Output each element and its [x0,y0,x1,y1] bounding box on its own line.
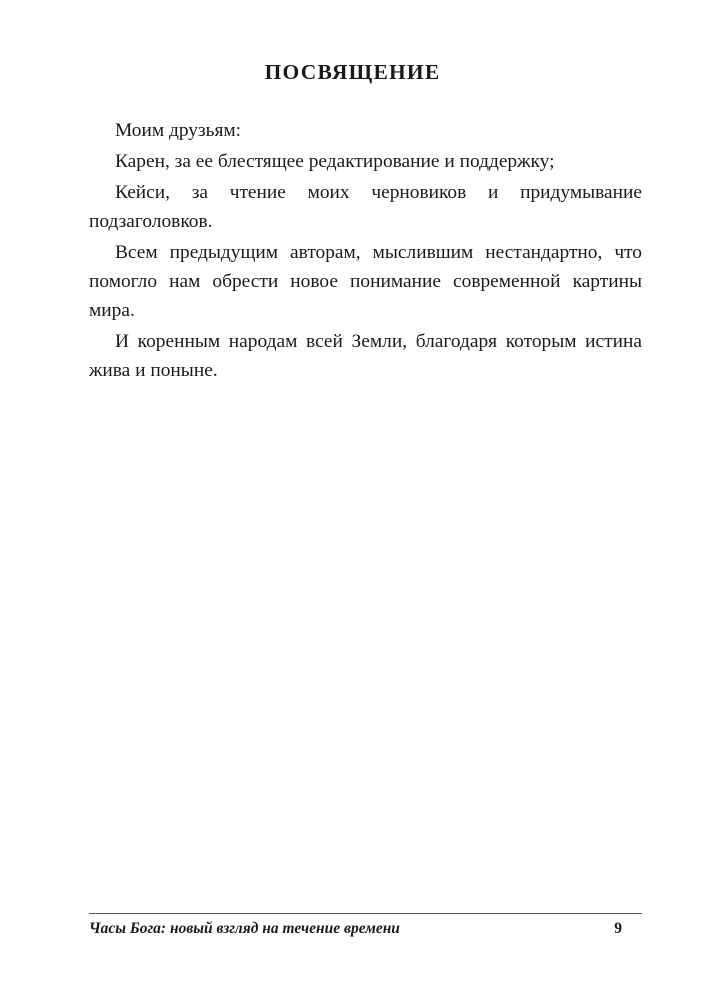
paragraph: Моим друзьям: [115,120,242,141]
page-title: ПОСВЯЩЕНИЕ [264,60,441,84]
footer-divider [89,913,642,914]
paragraph: Всем предыдущим авторам, мыслившим нестандартно, что помогло нам обрести новое понимание современной картины мира. [89,242,642,321]
paragraph: И коренным народам всей Земли, благодаря которым истина жива и поныне. [89,331,642,381]
dedication-body [89,116,642,387]
paragraph: Карен, за ее блестящее редактирование и поддержку; [115,151,555,172]
paragraph: Кейси, за чтение моих черновиков и придумывание подзаголовков. [89,182,642,232]
footer-book-title: Часы Бога: новый взгляд на течение времени [89,920,400,937]
page-number: 9 [614,920,622,937]
